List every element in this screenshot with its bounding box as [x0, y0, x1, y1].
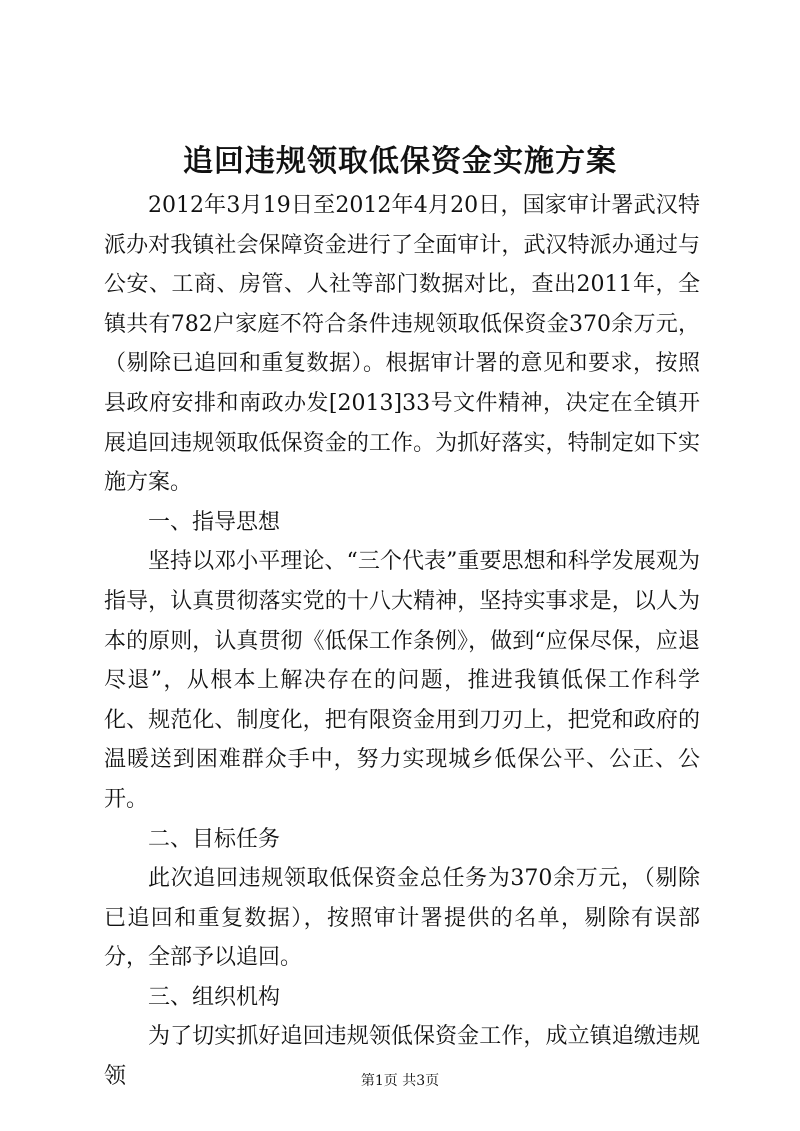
document-body [104, 186, 700, 1097]
document-title: 追回违规领取低保资金实施方案 [183, 144, 617, 179]
section-heading-guiding-ideology: 一、指导思想 [148, 509, 281, 535]
intro-paragraph: 2012年3月19日至2012年4月20日，国家审计署武汉特派办对我镇社会保障资金进行了全面审计，武汉特派办通过与公安、工商、房管、人社等部门数据对比，查出2011年，全镇共有782户家庭不符合条件违规领取低保资金370余万元，（剔除已追回和重复数据）。根据审计署的意见和要求，按照县政府安排和南政办发[2013]33号文件精神，决定在全镇开展追回违规领取低保资金的工作。为抓好落实，特制定如下实施方案。 [104, 193, 700, 496]
section-heading-goals: 二、目标任务 [148, 826, 281, 852]
guiding-ideology-paragraph: 坚持以邓小平理论、“三个代表”重要思想和科学发展观为指导，认真贯彻落实党的十八大精神，坚持实事求是，以人为本的原则，认真贯彻《低保工作条例》，做到“应保尽保，应退尽退”，从根本上解决存在的问题，推进我镇低保工作科学化、规范化、制度化，把有限资金用到刀刃上，把党和政府的温暖送到困难群众手中，努力实现城乡低保公平、公正、公开。 [104, 549, 700, 812]
section-heading-organization: 三、组织机构 [148, 984, 281, 1010]
page-footer: 第1页 共3页 [360, 1073, 440, 1089]
goals-paragraph: 此次追回违规领取低保资金总任务为370余万元，（剔除已追回和重复数据），按照审计署提供的名单，剔除有误部分，全部予以追回。 [104, 866, 700, 971]
organization-paragraph: 为了切实抓好追回违规领低保资金工作，成立镇追缴违规领 [104, 1024, 700, 1090]
